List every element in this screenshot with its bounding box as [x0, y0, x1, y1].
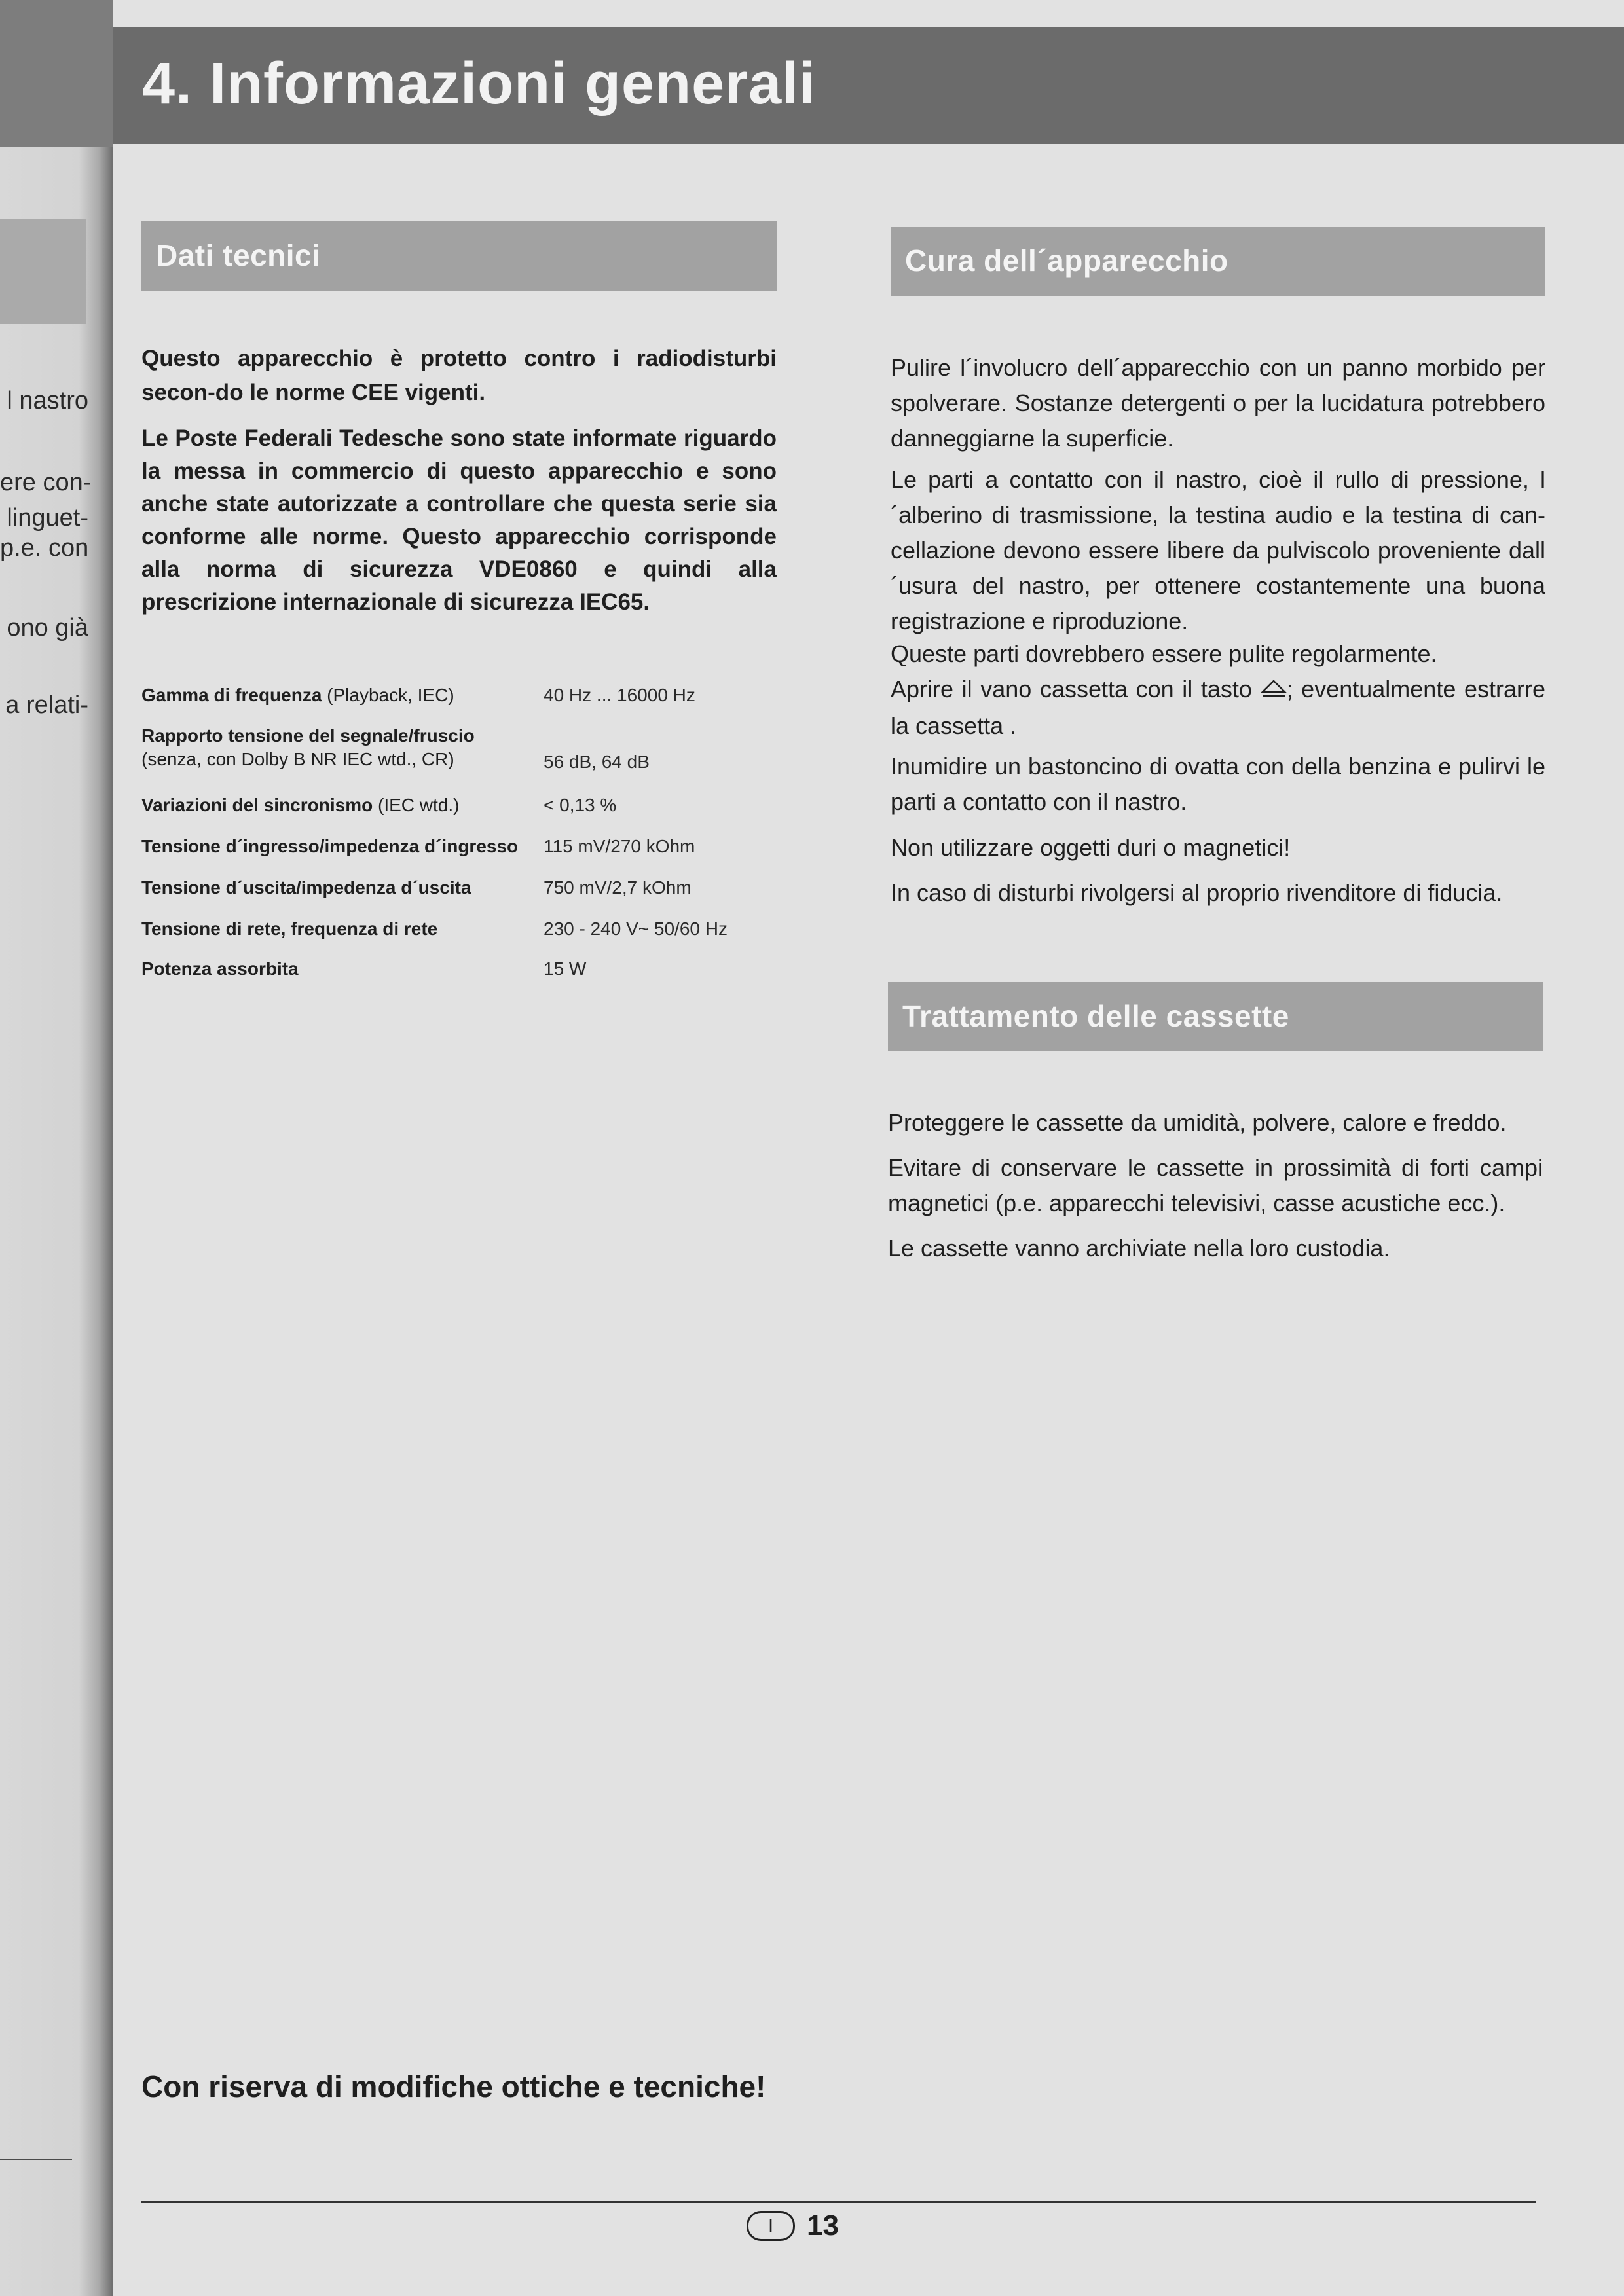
- spec-value: 40 Hz ... 16000 Hz: [544, 685, 695, 705]
- spec-value: < 0,13 %: [544, 795, 617, 815]
- section-heading-label: Cura dell´apparecchio: [905, 244, 1228, 278]
- trattamento-paragraph: Evitare di conservare le cassette in prossimità di forti campi magnetici (p.e. apparecchi televisivi, casse acustiche ecc.).: [888, 1154, 1543, 1216]
- cura-paragraph: Inumidire un bastoncino di ovatta con della benzina e pulirvi le parti a contatto con il nastro.: [891, 753, 1545, 815]
- cura-paragraph: In caso di disturbi rivolgersi al proprio rivenditore di fiducia.: [891, 879, 1503, 906]
- previous-page-fragment: l nastro: [7, 387, 88, 414]
- spec-label: Potenza assorbita: [141, 958, 299, 979]
- spec-label: Rapporto tensione del segnale/fruscio (senza, con Dolby B NR IEC wtd., CR): [141, 725, 475, 769]
- cura-paragraph: Pulire l´involucro dell´apparecchio con un panno morbido per spolverare. Sostanze detergenti o per la lucidatura potrebbero danneggiarne la superficie.: [891, 354, 1545, 452]
- previous-page-header-bar: [0, 0, 113, 147]
- spec-label: Tensione d´ingresso/impedenza d´ingresso: [141, 836, 519, 856]
- cura-paragraph: Non utilizzare oggetti duri o magnetici!: [891, 834, 1291, 861]
- cura-paragraph: Queste parti dovrebbero essere pulite regolarmente. Aprire il vano cassetta con il tasto ; eventualmente estrarre la cassetta .: [891, 640, 1545, 740]
- page-header-band: [113, 27, 1624, 144]
- trattamento-paragraph: Proteggere le cassette da umidità, polvere, calore e freddo.: [888, 1109, 1507, 1136]
- footer-rule: [141, 2201, 1536, 2203]
- page-title: 4. Informazioni generali: [142, 51, 817, 117]
- previous-page-fragment: a relati-: [5, 691, 88, 719]
- page-number-area: [747, 2206, 839, 2246]
- previous-page-footer-rule: [0, 2159, 72, 2160]
- page-number: 13: [807, 2210, 839, 2242]
- previous-page-fragment: ere con-: [0, 469, 92, 496]
- previous-page-fragment: p.e. con: [0, 534, 89, 562]
- section-heading-trattamento: [888, 982, 1543, 1051]
- section-heading-label: Trattamento delle cassette: [902, 999, 1289, 1033]
- language-badge: I: [747, 2211, 795, 2241]
- section-heading-label: Dati tecnici: [156, 238, 321, 272]
- spec-label: Gamma di frequenza (Playback, IEC): [141, 685, 454, 705]
- spec-value: 56 dB, 64 dB: [544, 752, 650, 772]
- spec-label: Tensione d´uscita/impedenza d´uscita: [141, 877, 471, 898]
- emc-statement: Questo apparecchio è protetto contro i radiodisturbi secon-do le norme CEE vigenti.: [141, 346, 777, 405]
- section-heading-cura: [891, 227, 1545, 296]
- spec-label: Tensione di rete, frequenza di rete: [141, 919, 438, 939]
- trattamento-paragraph: Le cassette vanno archiviate nella loro custodia.: [888, 1235, 1390, 1262]
- previous-page-fragment: linguet-: [7, 504, 88, 532]
- certification-statement: Le Poste Federali Tedesche sono state informate riguardo la messa in commercio di questo apparecchio e sono anche state autorizzate a controllare che questa serie sia conforme alle norme. Questo apparecchio corrisponde alla norma di sicurezza VDE0860 e quindi alla prescrizione internazionale di sicurezza IEC65.: [141, 426, 777, 615]
- previous-page-fragment: ono già: [7, 614, 88, 642]
- previous-page-section-bar: [0, 219, 86, 324]
- spec-label: Variazioni del sincronismo (IEC wtd.): [141, 795, 460, 815]
- spec-value: 750 mV/2,7 kOhm: [544, 877, 692, 898]
- cura-paragraph: Le parti a contatto con il nastro, cioè il rullo di pressione, l´alberino di trasmissione, la testina audio e la testina di can-cellazione devono essere libere da pulviscolo proveniente dall´usura del nastro, per ottenere costantemente una buona registrazione e riproduzione.: [891, 466, 1545, 634]
- spec-value: 230 - 240 V~ 50/60 Hz: [544, 919, 728, 939]
- section-heading-dati-tecnici: [141, 221, 777, 291]
- eject-icon: [1261, 673, 1287, 708]
- spec-value: 115 mV/270 kOhm: [544, 836, 695, 856]
- spec-value: 15 W: [544, 958, 587, 979]
- previous-page-edge: [0, 0, 113, 2296]
- footer-note: Con riserva di modifiche ottiche e tecniche!: [141, 2069, 766, 2104]
